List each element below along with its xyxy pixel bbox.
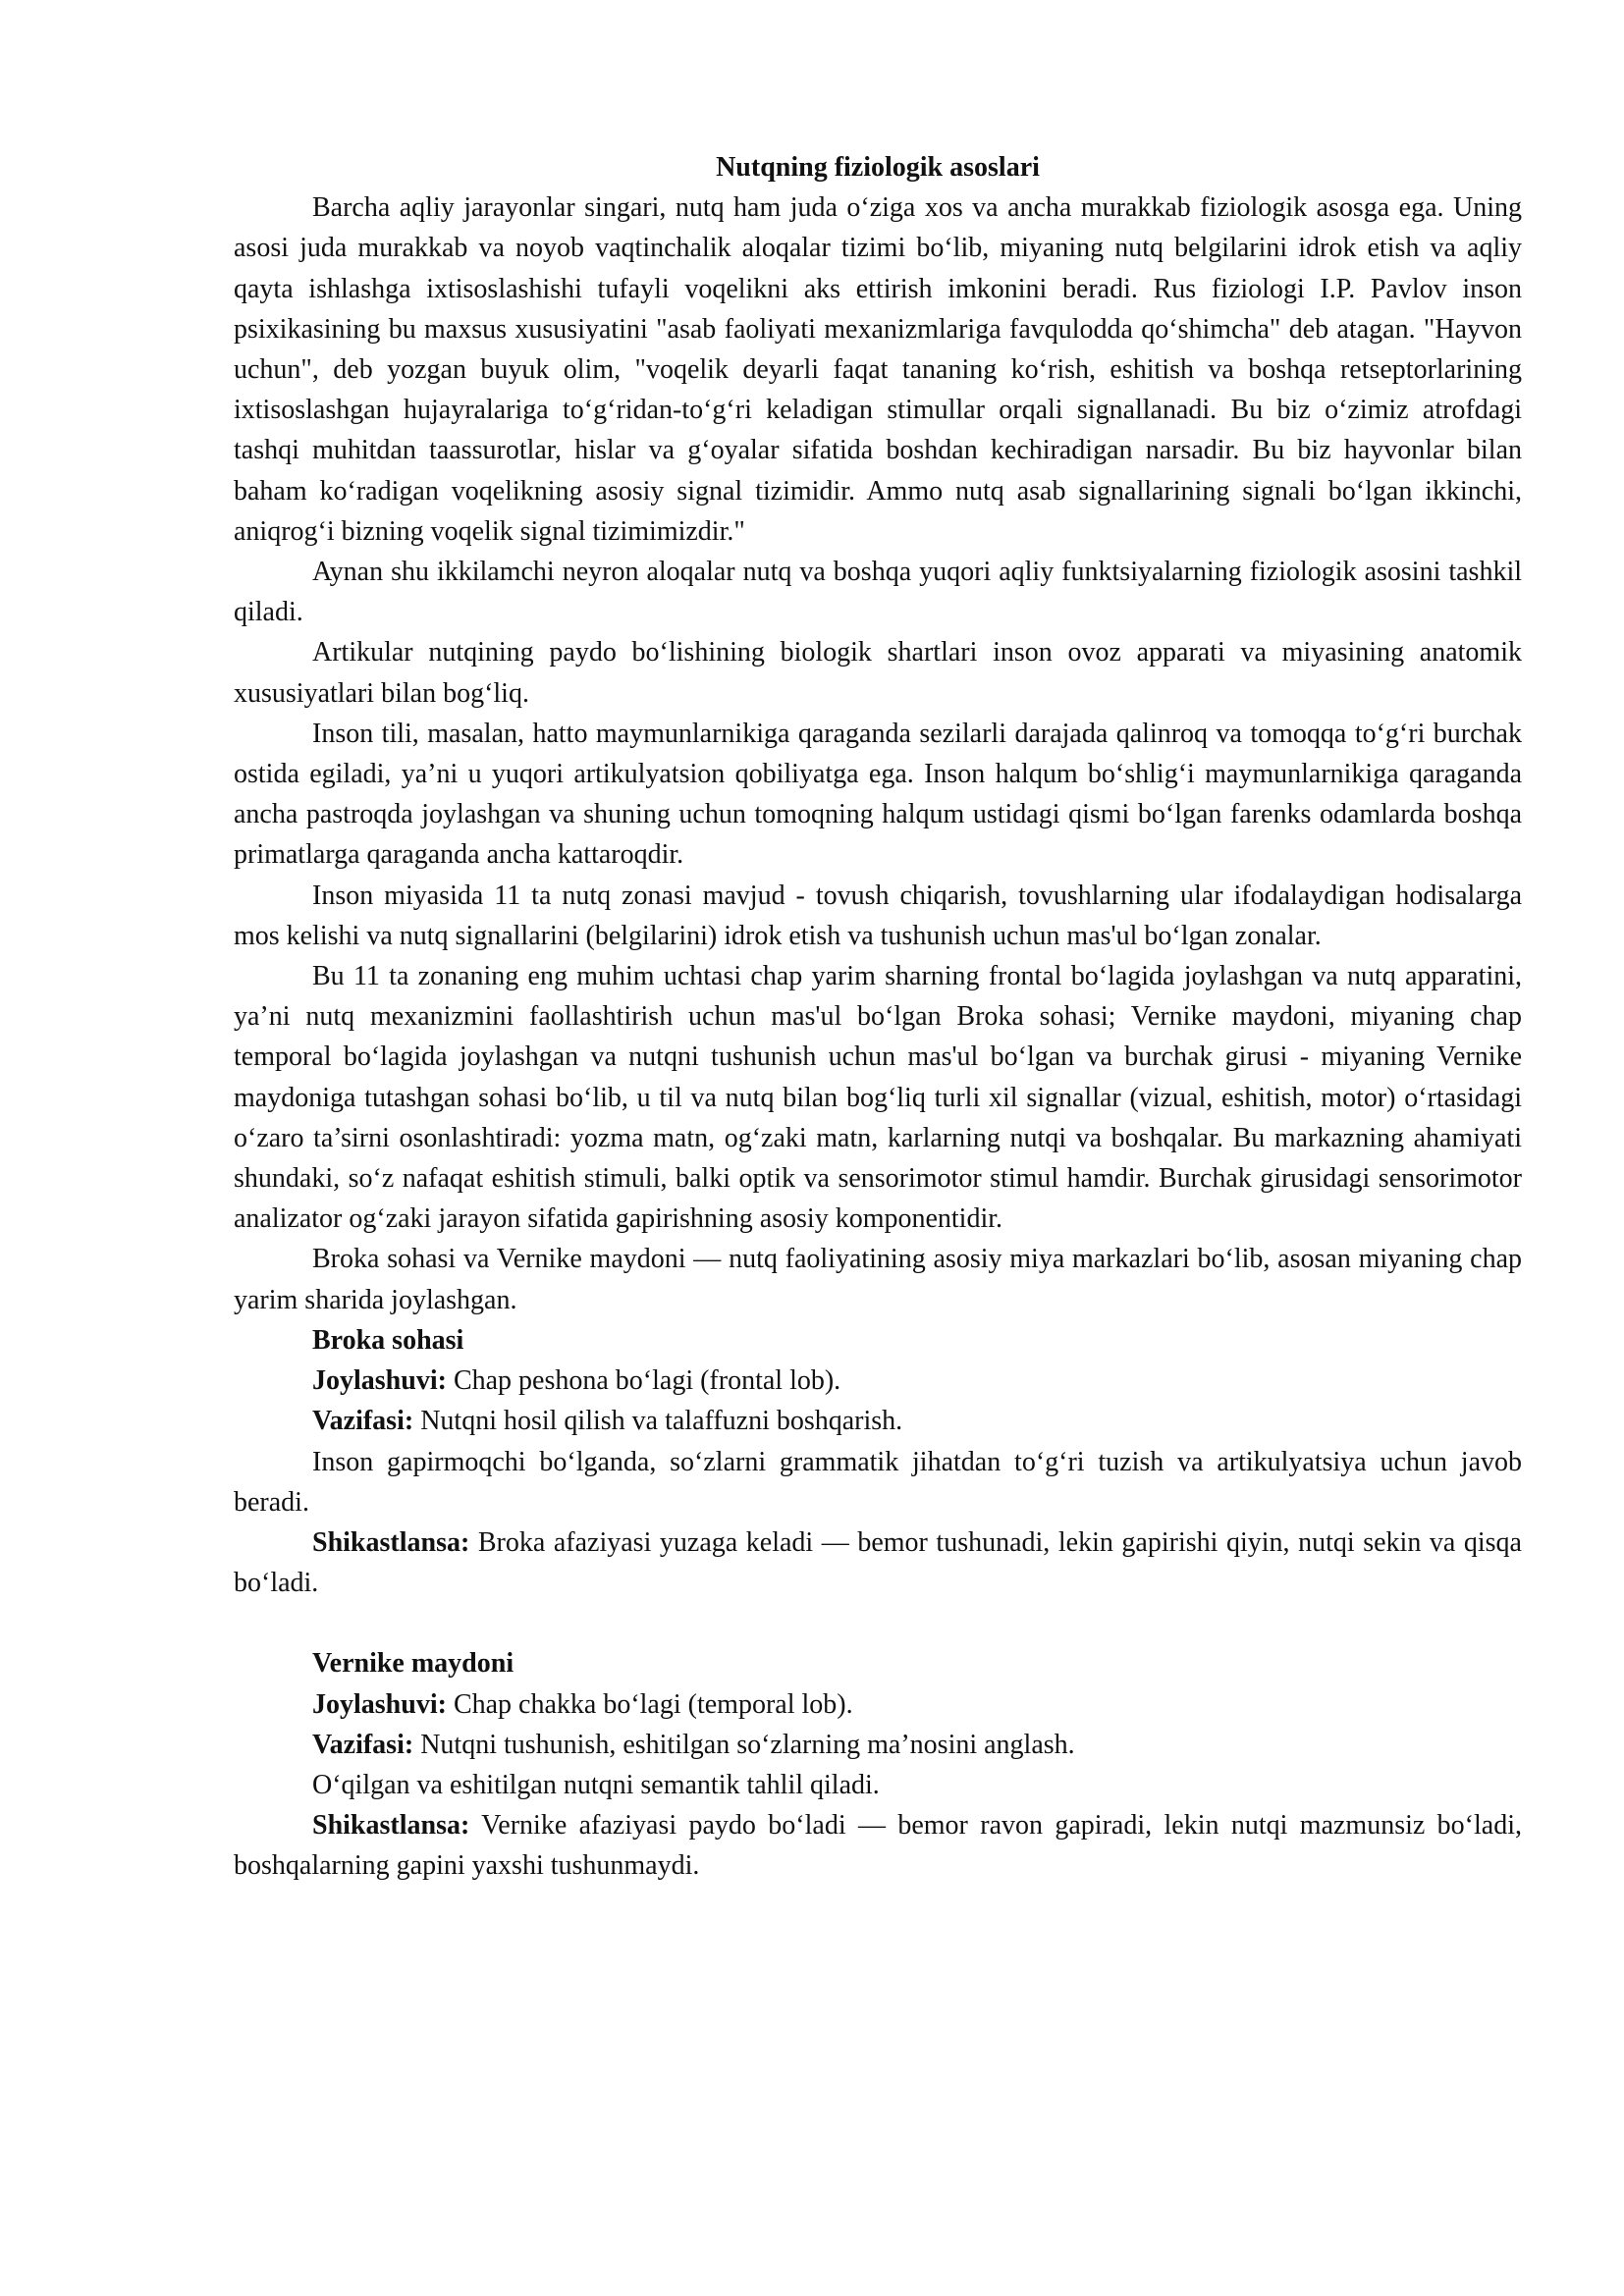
broca-function-text: Nutqni hosil qilish va talaffuzni boshqarish. bbox=[413, 1406, 903, 1437]
wernicke-location-text: Chap chakka bo‘lagi (temporal lob). bbox=[446, 1688, 853, 1720]
paragraph-4: Inson tili, masalan, hatto maymunlarnikiga qaraganda sezilarli darajada qalinroq va tomoqqa to‘g‘ri burchak ostida egiladi, ya’ni u yuqori artikulyatsion qobiliyatga ega. Inson halqum bo‘shlig‘i maymunlarnikiga qaraganda ancha pastroqda joylashgan va shuning uchun tomoqning halqum ustidagi qismi bo‘lgan farenks odamlarda boshqa primatlarga qaraganda ancha kattaroqdir. bbox=[234, 718, 1522, 871]
paragraph-6: Bu 11 ta zonaning eng muhim uchtasi chap yarim sharning frontal bo‘lagida joylashgan va nutq apparatini, ya’ni nutq mexanizmini faollashtirish uchun mas'ul bo‘lgan Broka sohasi; Vernike maydoni, miyaning chap temporal bo‘lagida joylashgan va nutqni tushunish uchun mas'ul bo‘lgan va burchak girusi - miyaning Vernike maydoniga tutashgan sohasi bo‘lib, u til va nutq bilan bog‘liq turli xil signallar (vizual, eshitish, motor) o‘rtasidagi o‘zaro ta’sirni osonlashtiradi: yozma matn, og‘zaki matn, karlarning nutqi va boshqalar. Bu markazning ahamiyati shundaki, so‘z nafaqat eshitish stimuli, balki optik va sensorimotor stimul hamdir. Burchak girusidagi sensorimotor analizator og‘zaki jarayon sifatida gapirishning asosiy komponentidir. bbox=[234, 961, 1522, 1235]
broca-damage-label: Shikastlansa: bbox=[312, 1526, 470, 1558]
broca-location bbox=[234, 1361, 1522, 1401]
wernicke-function-label: Vazifasi: bbox=[312, 1729, 414, 1760]
wernicke-detail: O‘qilgan va eshitilgan nutqni semantik tahlil qiladi. bbox=[312, 1769, 880, 1800]
wernicke-damage-text: Vernike afaziyasi paydo bo‘ladi — bemor ravon gapiradi, lekin nutqi mazmunsiz bo‘ladi, boshqalarning gapini yaxshi tushunmaydi. bbox=[234, 1810, 1522, 1882]
paragraph-5: Inson miyasida 11 ta nutq zonasi mavjud - tovush chiqarish, tovushlarning ular ifodalaydigan hodisalarga mos kelishi va nutq signallarini (belgilarini) idrok etish va tushunish uchun mas'ul bo‘lgan zonalar. bbox=[234, 880, 1522, 951]
wernicke-location-label: Joylashuvi: bbox=[312, 1688, 447, 1720]
broca-damage bbox=[234, 1522, 1522, 1603]
broca-location-label: Joylashuvi: bbox=[312, 1365, 447, 1397]
document-title: Nutqning fiziologik asoslari bbox=[716, 152, 1040, 183]
paragraph-2: Aynan shu ikkilamchi neyron aloqalar nutq va boshqa yuqori aqliy funktsiyalarning fiziologik asosini tashkil qiladi. bbox=[234, 557, 1522, 628]
broca-function bbox=[234, 1401, 1522, 1441]
wernicke-function bbox=[234, 1725, 1522, 1765]
broca-heading: Broka sohasi bbox=[312, 1324, 464, 1356]
paragraph-3: Artikular nutqining paydo bo‘lishining biologik shartlari inson ovoz apparati va miyasining anatomik xususiyatlari bilan bog‘liq. bbox=[234, 637, 1522, 709]
wernicke-location bbox=[234, 1684, 1522, 1725]
wernicke-function-text: Nutqni tushunish, eshitilgan so‘zlarning ma’nosini anglash. bbox=[413, 1729, 1075, 1760]
broca-location-text: Chap peshona bo‘lagi (frontal lob). bbox=[446, 1365, 841, 1397]
wernicke-heading: Vernike maydoni bbox=[312, 1648, 514, 1680]
broca-damage-text: Broka afaziyasi yuzaga keladi — bemor tushunadi, lekin gapirishi qiyin, nutqi sekin va qisqa bo‘ladi. bbox=[234, 1526, 1522, 1599]
document-page bbox=[234, 147, 1522, 1887]
broca-detail: Inson gapirmoqchi bo‘lganda, so‘zlarni grammatik jihatdan to‘g‘ri tuzish va artikulyatsiya uchun javob beradi. bbox=[234, 1446, 1522, 1518]
wernicke-damage bbox=[234, 1805, 1522, 1886]
section-spacer bbox=[234, 1603, 1522, 1643]
paragraph-1: Barcha aqliy jarayonlar singari, nutq ham juda o‘ziga xos va ancha murakkab fiziologik asosga ega. Uning asosi juda murakkab va noyob vaqtinchalik aloqalar tizimi bo‘lib, miyaning nutq belgilarini idrok etish va aqliy qayta ishlashga ixtisoslashishi tufayli voqelikni aks ettirish imkonini beradi. Rus fiziologi I.P. Pavlov inson psixikasining bu maxsus xususiyatini "asab faoliyati mexanizmlariga favqulodda qo‘shimcha" deb atagan. "Hayvon uchun", deb yozgan buyuk olim, "voqelik deyarli faqat tananing ko‘rish, eshitish va boshqa retseptorlarining ixtisoslashgan hujayralariga to‘g‘ridan-to‘g‘ri keladigan stimullar orqali signallanadi. Bu biz o‘zimiz atrofdagi tashqi muhitdan taassurotlar, hislar va g‘oyalar sifatida boshdan kechiradigan narsadir. Bu biz hayvonlar bilan baham ko‘radigan voqelikning asosiy signal tizimidir. Ammo nutq asab signallarining signali bo‘lgan ikkinchi, aniqrog‘i bizning voqelik signal tizimimizdir." bbox=[234, 192, 1522, 547]
broca-function-label: Vazifasi: bbox=[312, 1406, 414, 1437]
wernicke-damage-label: Shikastlansa: bbox=[312, 1810, 470, 1842]
paragraph-7: Broka sohasi va Vernike maydoni — nutq faoliyatining asosiy miya markazlari bo‘lib, asosan miyaning chap yarim sharida joylashgan. bbox=[234, 1244, 1522, 1315]
